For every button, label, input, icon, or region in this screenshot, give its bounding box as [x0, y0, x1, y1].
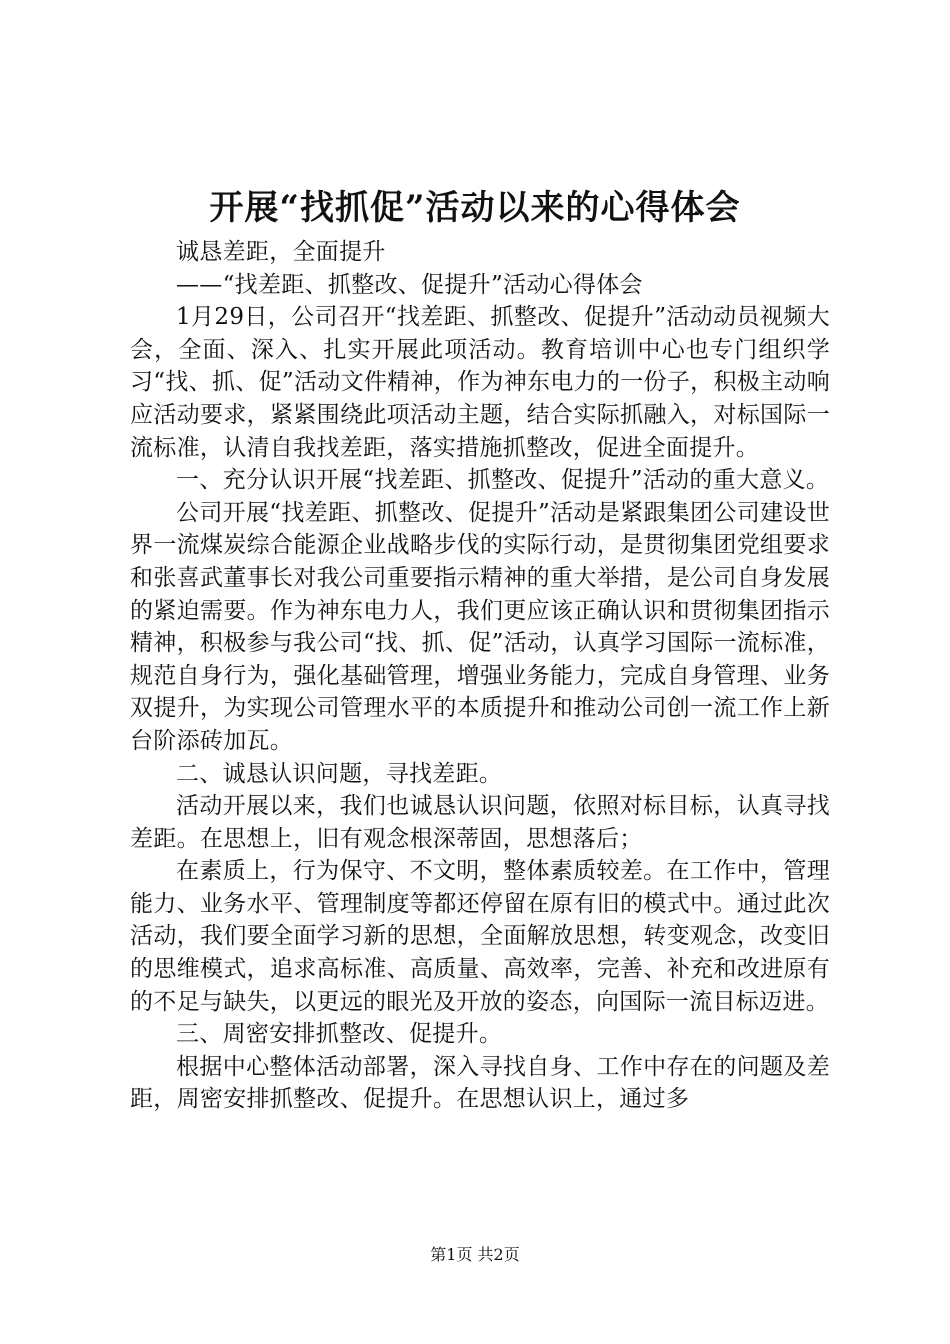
body-paragraph: 根据中心整体活动部署，深入寻找自身、工作中存在的问题及差距，周密安排抓整改、促提升。在思想认识上，通过多 [130, 1053, 830, 1113]
document-title: 开展“找抓促”活动以来的心得体会 [209, 188, 741, 228]
body-paragraph: 1月29日，公司召开“找差距、抓整改、促提升”活动动员视频大会，全面、深入、扎实开展此项活动。教育培训中心也专门组织学习“找、抓、促”活动文件精神，作为神东电力的一份子，积极主动响应活动要求，紧紧围绕此项活动主题，结合实际抓融入，对标国际一流标准，认清自我找差距，落实措施抓整改，促进全面提升。 [130, 304, 830, 461]
document-body [130, 236, 830, 1116]
page-number: 第1页 共2页 [430, 1245, 520, 1264]
body-paragraph: 活动开展以来，我们也诚恳认识问题，依照对标目标，认真寻找差距。在思想上，旧有观念根深蒂固，思想落后； [130, 793, 830, 852]
section-heading: 三、周密安排抓整改、促提升。 [176, 1021, 503, 1048]
subtitle-line: 诚恳差距，全面提升 [176, 239, 386, 265]
body-paragraph: 公司开展“找差距、抓整改、促提升”活动是紧跟集团公司建设世界一流煤炭综合能源企业战略步伐的实际行动，是贯彻集团党组要求和张喜武董事长对我公司重要指示精神的重大举措，是公司自身发展的紧迫需要。作为神东电力人，我们更应该正确认识和贯彻集团指示精神，积极参与我公司“找、抓、促”活动，认真学习国际一流标准，规范自身行为，强化基础管理，增强业务能力，完成自身管理、业务双提升，为实现公司管理水平的本质提升和推动公司创一流工作上新台阶添砖加瓦。 [130, 499, 830, 754]
body-paragraph: 在素质上，行为保守、不文明，整体素质较差。在工作中，管理能力、业务水平、管理制度等都还停留在原有旧的模式中。通过此次活动，我们要全面学习新的思想，全面解放思想，转变观念，改变旧的思维模式，追求高标准、高质量、高效率，完善、补充和改进原有的不足与缺失，以更远的眼光及开放的姿态，向国际一流目标迈进。 [130, 858, 830, 1015]
section-heading: 一、充分认识开展“找差距、抓整改、促提升”活动的重大意义。 [176, 467, 830, 494]
section-heading: 二、诚恳认识问题，寻找差距。 [176, 760, 503, 787]
subtitle-dash-line: ——“找差距、抓整改、促提升”活动心得体会 [176, 271, 643, 298]
